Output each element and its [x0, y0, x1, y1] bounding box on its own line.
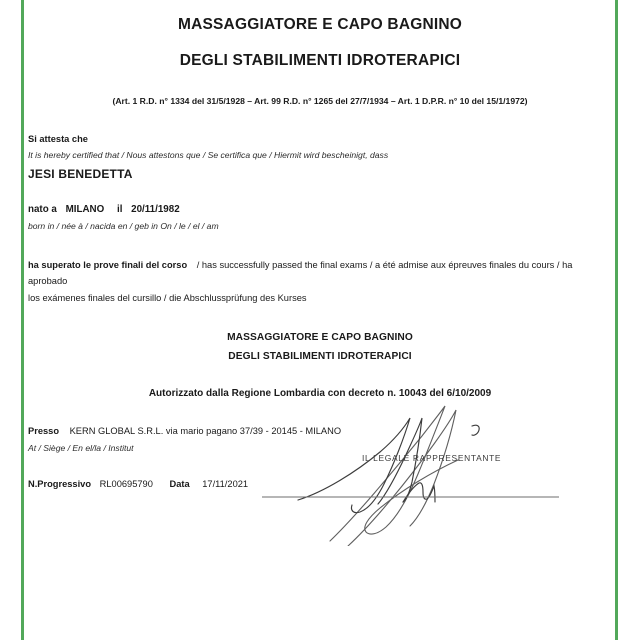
- attestation-label-row: [28, 134, 612, 144]
- venue-value: KERN GLOBAL S.R.L. via mario pagano 37/39 - 20145 - MILANO: [69, 425, 342, 436]
- venue-label: Presso: [28, 425, 60, 436]
- certificate-title-line1: MASSAGGIATORE E CAPO BAGNINO: [177, 16, 463, 33]
- signature-area: [262, 396, 562, 546]
- certificate-title-line2: DEGLI STABILIMENTI IDROTERAPICI: [179, 52, 461, 69]
- course-title-line1: MASSAGGIATORE E CAPO BAGNINO: [227, 331, 413, 343]
- birth-row: [28, 204, 612, 215]
- birth-translations: born in / née à / nacida en / geb in On / le / el / am: [28, 221, 219, 231]
- progressive-number-value: RL00695790: [99, 478, 153, 489]
- holder-name: JESI BENEDETTA: [28, 167, 133, 181]
- exam-statement: [28, 257, 612, 306]
- venue-translations: At / Siège / En el/la / Institut: [28, 442, 134, 453]
- page-border-right: [615, 0, 618, 640]
- attestation-label: Si attesta che: [28, 134, 88, 144]
- exam-label: ha superato le prove finali del corso: [28, 260, 188, 270]
- legal-reference: (Art. 1 R.D. n° 1334 del 31/5/1928 – Art. 99 R.D. n° 1265 del 27/7/1934 – Art. 1 D.P.R. n° 10 del 15/1/1972): [112, 96, 528, 106]
- page-border-left: [21, 0, 24, 640]
- birth-date: 20/11/1982: [131, 204, 180, 215]
- exam-translations-line1: / has successfully passed the final exams / a été admise aux épreuves finales du cours / ha aprobado: [28, 260, 573, 287]
- progressive-number-label: N.Progressivo: [28, 478, 92, 489]
- signature-caption: IL LEGALE RAPPRESENTANTE: [362, 453, 502, 463]
- issue-date-label: Data: [169, 478, 190, 489]
- handwritten-signature-icon: [262, 396, 562, 546]
- birth-place: MILANO: [65, 204, 105, 215]
- course-title-line2: DEGLI STABILIMENTI IDROTERAPICI: [228, 350, 412, 362]
- authorization-line: Autorizzato dalla Regione Lombardia con decreto n. 10043 del 6/10/2009: [148, 387, 492, 399]
- issue-date-value: 17/11/2021: [202, 478, 249, 489]
- birth-label: nato a: [28, 204, 57, 215]
- birth-date-label: il: [116, 204, 123, 215]
- exam-translations-line2: los exámenes finales del cursillo / die Abschlussprüfung des Kurses: [28, 292, 307, 303]
- attestation-translations: It is hereby certified that / Nous attestons que / Se certifica que / Hiermit wird bescheinigt, dass: [28, 150, 389, 160]
